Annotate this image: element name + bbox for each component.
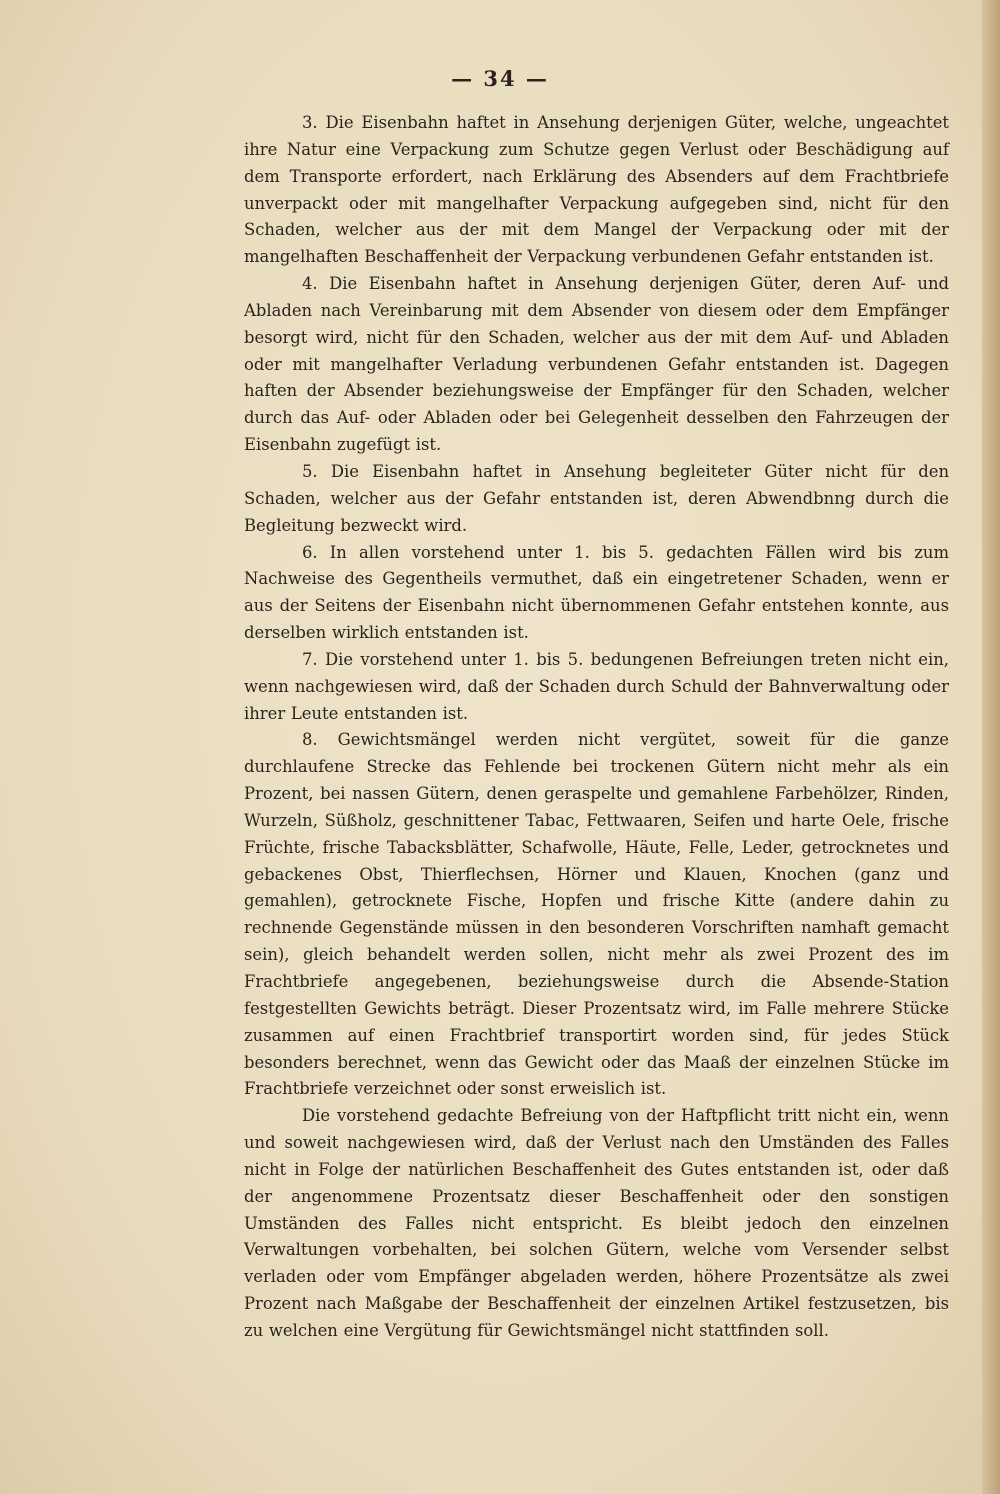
paragraph-8: 8. Gewichtsmängel werden nicht vergütet, soweit für die ganze durchlaufene Strecke das Fehlende bei trockenen Gütern nicht mehr als ein Prozent, bei nassen Gütern, denen geraspelte und gemahlene Farbehölzer, Rinden, Wurzeln, Süßholz, geschnittener Tabac, Fettwaaren, Seifen und harte Oele, frische Früchte, frische Tabacksblätter, Schafwolle, Häute, Felle, Leder, getrocknetes und gebackenes Obst, Thierflechsen, Hörner und Klauen, Knochen (ganz und gemahlen), getrocknete Fische, Hopfen und frische Kitte (andere dahin zu rechnende Gegenstände müssen in den besonderen Vorschriften namhaft gemacht sein), gleich behandelt werden sollen, nicht mehr als zwei Prozent des im Frachtbriefe angegebenen, beziehungsweise durch die Absende-Station festgestellten Gewichts beträgt. Dieser Prozentsatz wird, im Falle mehrere Stücke zusammen auf einen Frachtbrief transportirt worden sind, für jedes Stück besonders berechnet, wenn das Gewicht oder das Maaß der einzelnen Stücke im Frachtbriefe verzeichnet oder sonst erweislich ist. (244, 730, 949, 1099)
paragraph-7: 7. Die vorstehend unter 1. bis 5. bedungenen Befreiungen treten nicht ein, wenn nachgewiesen wird, daß der Schaden durch Schuld der Bahnverwaltung oder ihrer Leute entstanden ist. (244, 649, 949, 723)
paragraph-5: 5. Die Eisenbahn haftet in Ansehung begleiteter Güter nicht für den Schaden, welcher aus der Gefahr entstanden ist, deren Abwendbnng durch die Begleitung bezweckt wird. (244, 461, 949, 535)
paragraph-8-continuation: Die vorstehend gedachte Befreiung von der Haftpflicht tritt nicht ein, wenn und soweit nachgewiesen wird, daß der Verlust nach den Umständen des Falles nicht in Folge der natürlichen Beschaffenheit des Gutes entstanden ist, oder daß der angenommene Prozentsatz dieser Beschaffenheit oder den sonstigen Umständen des Falles nicht entspricht. Es bleibt jedoch den einzelnen Verwaltungen vorbehalten, bei solchen Gütern, welche vom Versender selbst verladen oder vom Empfänger abgeladen werden, höhere Prozentsätze als zwei Prozent nach Maßgabe der Beschaffenheit der einzelnen Artikel festzusetzen, bis zu welchen eine Vergütung für Gewichtsmängel nicht stattfinden soll. (244, 1106, 949, 1340)
page-edge-shadow (982, 0, 1000, 1494)
paragraph-3: 3. Die Eisenbahn haftet in Ansehung derjenigen Güter, welche, ungeachtet ihre Natur eine Verpackung zum Schutze gegen Verlust oder Beschädigung auf dem Transporte erfordert, nach Erklärung des Absenders auf dem Frachtbriefe unverpackt oder mit mangelhafter Verpackung aufgegeben sind, nicht für den Schaden, welcher aus der mit dem Mangel der Verpackung oder mit der mangelhaften Beschaffenheit der Verpackung verbundenen Gefahr entstanden ist. (244, 113, 949, 267)
page-number: — 34 — (451, 66, 549, 91)
paragraph-6: 6. In allen vorstehend unter 1. bis 5. gedachten Fällen wird bis zum Nachweise des Gegentheils vermuthet, daß ein eingetretener Schaden, wenn er aus der Seitens der Eisenbahn nicht übernommenen Gefahr entstehen konnte, aus derselben wirklich entstanden ist. (244, 542, 949, 643)
body-text (244, 110, 949, 1345)
paragraph-4: 4. Die Eisenbahn haftet in Ansehung derjenigen Güter, deren Auf- und Abladen nach Vereinbarung mit dem Absender von diesem oder dem Empfänger besorgt wird, nicht für den Schaden, welcher aus der mit dem Auf- und Abladen oder mit mangelhafter Verladung verbundenen Gefahr entstanden ist. Dagegen haften der Absender beziehungsweise der Empfänger für den Schaden, welcher durch das Auf- oder Abladen oder bei Gelegenheit desselben den Fahrzeugen der Eisenbahn zugefügt ist. (244, 274, 949, 455)
